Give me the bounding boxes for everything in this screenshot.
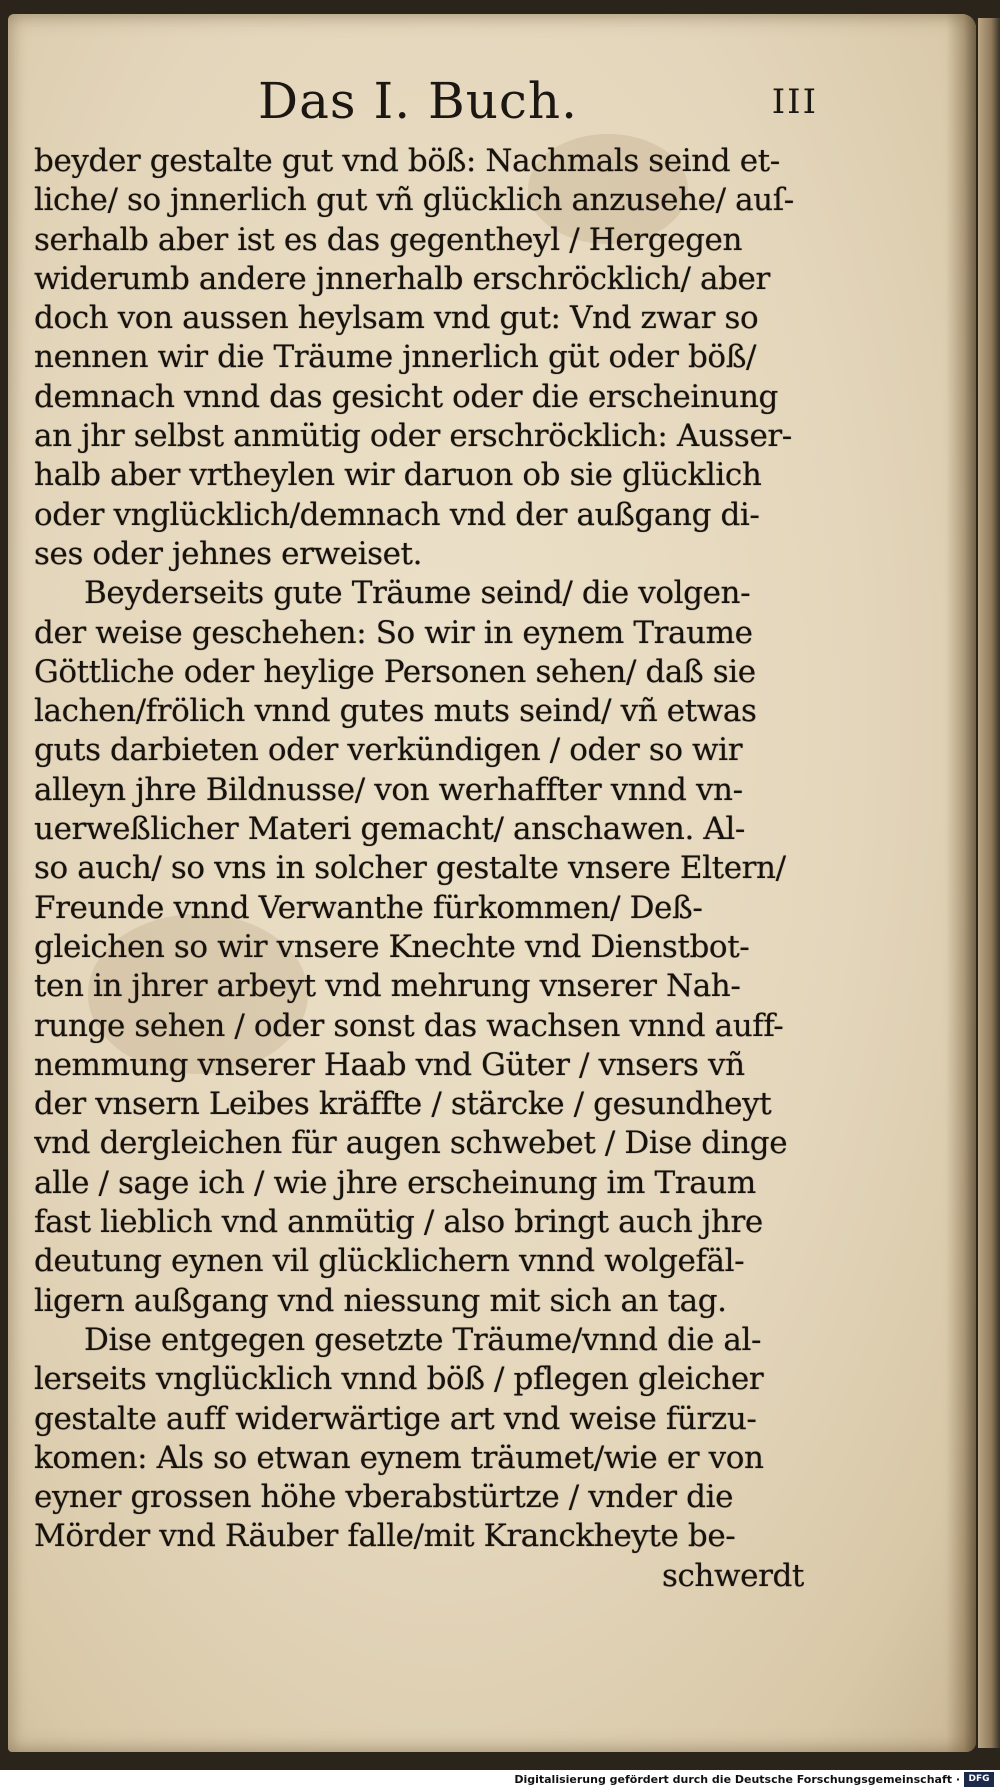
text-line: nemmung vnserer Haab vnd Güter / vnsers vñ	[34, 1046, 745, 1083]
text-line: ses oder jehnes erweiset.	[34, 535, 423, 572]
text-line: oder vnglücklich/demnach vnd der außgang di-	[34, 496, 760, 533]
text-line: so auch/ so vns in solcher gestalte vnsere Eltern/	[34, 850, 786, 887]
text-line: Beyderseits gute Träume seind/ die volgen-	[84, 575, 751, 612]
text-line: komen: Als so etwan eynem träumet/wie er von	[34, 1439, 764, 1476]
page-shadow	[946, 14, 976, 1752]
footer-bar	[0, 1770, 1000, 1790]
text-line: deutung eynen vil glücklichern vnnd wolgefäl-	[34, 1243, 745, 1280]
text-line: gleichen so wir vnsere Knechte vnd Dienstbot-	[34, 928, 750, 965]
text-line: alleyn jhre Bildnusse/ von werhaffter vnnd vn-	[34, 771, 743, 808]
text-line: der weise geschehen: So wir in eynem Traume	[34, 614, 753, 651]
text-line: vnd dergleichen für augen schwebet / Dise dinge	[34, 1125, 788, 1162]
text-line: eyner grossen höhe vberabstürtze / vnder die	[34, 1479, 734, 1516]
text-line: doch von aussen heylsam vnd gut: Vnd zwar so	[34, 300, 759, 337]
book-page	[8, 14, 976, 1752]
running-head: Das I. Buch.	[258, 72, 579, 130]
book-fore-edge	[978, 18, 1000, 1748]
folio-number: III	[771, 82, 818, 122]
text-line: runge sehen / oder sonst das wachsen vnnd auff-	[34, 1007, 784, 1044]
text-line: serhalb aber ist es das gegentheyl / Hergegen	[34, 221, 743, 258]
text-line: fast lieblich vnd anmütig / also bringt auch jhre	[34, 1204, 763, 1241]
text-line: nennen wir die Träume jnnerlich güt oder böß/	[34, 339, 757, 376]
text-line: demnach vnnd das gesicht oder die erscheinung	[34, 378, 778, 415]
text-line: Göttliche oder heylige Personen sehen/ daß sie	[34, 653, 756, 690]
text-line: ligern außgang vnd niessung mit sich an tag.	[34, 1282, 727, 1319]
text-line: ten in jhrer arbeyt vnd mehrung vnserer Nah-	[34, 968, 741, 1005]
text-line: uerweßlicher Materi gemacht/ anschawen. Al-	[34, 811, 745, 848]
dfg-logo: DFG	[964, 1772, 994, 1787]
text-line: alle / sage ich / wie jhre erscheinung im Traum	[34, 1164, 756, 1201]
text-line: beyder gestalte gut vnd böß: Nachmals seind et-	[34, 143, 780, 179]
text-block	[34, 142, 804, 1596]
page-header	[258, 72, 818, 152]
text-line: liche/ so jnnerlich gut vñ glücklich anzusehe/ auſ-	[34, 182, 794, 219]
text-line: lachen/frölich vnnd gutes muts seind/ vñ etwas	[34, 693, 757, 730]
text-line: lerseits vnglücklich vnnd böß / pflegen gleicher	[34, 1361, 764, 1398]
text-line: an jhr selbst anmütig oder erschröcklich: Ausser-	[34, 418, 792, 455]
text-line: halb aber vrtheylen wir daruon ob sie glücklich	[34, 457, 762, 494]
text-line: Mörder vnd Räuber falle/mit Kranckheyte be-	[34, 1518, 736, 1555]
text-line: widerumb andere jnnerhalb erschröcklich/ aber	[34, 260, 770, 297]
text-line: guts darbieten oder verkündigen / oder so wir	[34, 732, 743, 769]
text-line: der vnsern Leibes kräffte / stärcke / gesundheyt	[34, 1086, 772, 1123]
catchword: schwerdt	[661, 1557, 804, 1594]
text-line: Dise entgegen gesetzte Träume/vnnd die al-	[84, 1321, 762, 1358]
text-line: Freunde vnnd Verwanthe fürkommen/ Deß-	[34, 889, 703, 926]
digitization-credit: Digitalisierung gefördert durch die Deutsche Forschungsgemeinschaft ·	[514, 1773, 960, 1786]
text-line: gestalte auff widerwärtige art vnd weise fürzu-	[34, 1400, 757, 1437]
